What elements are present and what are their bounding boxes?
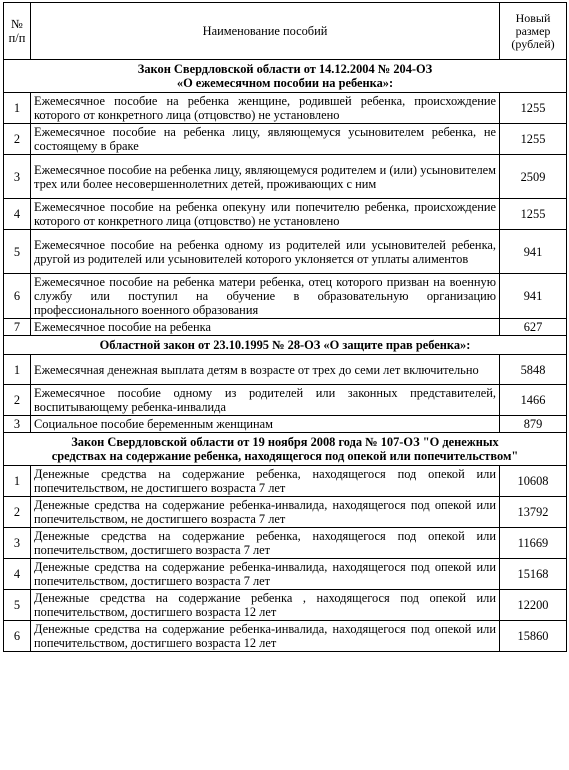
row-num: 3: [4, 528, 31, 559]
section-title: [4, 433, 567, 466]
row-num: 5: [4, 230, 31, 274]
table-row: [4, 230, 567, 274]
row-num: 1: [4, 355, 31, 385]
section-title: [4, 60, 567, 93]
row-amount: 15860: [500, 621, 567, 652]
row-name: Ежемесячное пособие на ребенка лицу, являющемуся усыновителем ребенка, не состоящему в браке: [31, 124, 500, 155]
row-amount: 12200: [500, 590, 567, 621]
table-row: [4, 274, 567, 319]
table-row: [4, 155, 567, 199]
row-name: Денежные средства на содержание ребенка, находящегося под опекой или попечительством, достигшего возраста 7 лет: [31, 528, 500, 559]
row-name: Ежемесячное пособие на ребенка одному из родителей или усыновителей ребенка, другой из родителей или усыновителей которого уклоняется от уплаты алиментов: [31, 230, 500, 274]
row-num: 1: [4, 93, 31, 124]
row-num: 4: [4, 559, 31, 590]
row-amount: 5848: [500, 355, 567, 385]
table-header-row: [4, 3, 567, 60]
table-row: [4, 124, 567, 155]
section-title-line2: «О ежемесячном пособии на ребенка»:: [176, 76, 394, 90]
row-amount: 1466: [500, 385, 567, 416]
row-name: Ежемесячное пособие на ребенка опекуну или попечителю ребенка, происхождение которого от конкретного лица (отцовство) не установлено: [31, 199, 500, 230]
row-num: 2: [4, 124, 31, 155]
row-name: Денежные средства на содержание ребенка-инвалида, находящегося под опекой или попечительством, достигшего возраста 7 лет: [31, 559, 500, 590]
header-amount: Новый размер (рублей): [500, 3, 567, 60]
row-num: 1: [4, 466, 31, 497]
row-name: Денежные средства на содержание ребенка-инвалида, находящегося под опекой или попечительством, не достигшего возраста 7 лет: [31, 497, 500, 528]
section-title-row: [4, 336, 567, 355]
row-name: Ежемесячное пособие одному из родителей или законных представителей, воспитывающему ребенка-инвалида: [31, 385, 500, 416]
row-num: 7: [4, 319, 31, 336]
row-name: Денежные средства на содержание ребенка-инвалида, находящегося под опекой или попечительством, достигшего возраста 12 лет: [31, 621, 500, 652]
row-num: 2: [4, 385, 31, 416]
row-name: Ежемесячное пособие на ребенка женщине, родившей ребенка, происхождение которого от конкретного лица (отцовство) не установлено: [31, 93, 500, 124]
section-title-line1: Закон Свердловской области от 19 ноября 2008 года № 107-ОЗ "О денежных: [71, 435, 499, 449]
row-amount: 941: [500, 230, 567, 274]
row-amount: 1255: [500, 199, 567, 230]
table-row: [4, 199, 567, 230]
row-amount: 1255: [500, 124, 567, 155]
benefits-table: [3, 2, 567, 652]
row-num: 2: [4, 497, 31, 528]
table-row: [4, 93, 567, 124]
table-row: [4, 528, 567, 559]
row-amount: 15168: [500, 559, 567, 590]
row-amount: 10608: [500, 466, 567, 497]
table-row: [4, 355, 567, 385]
row-num: 4: [4, 199, 31, 230]
row-name: Ежемесячное пособие на ребенка матери ребенка, отец которого призван на военную службу или поступил на обучение в образовательную организацию профессионального военного образования: [31, 274, 500, 319]
row-num: 6: [4, 274, 31, 319]
section-title: Областной закон от 23.10.1995 № 28-ОЗ «О защите прав ребенка»:: [4, 336, 567, 355]
row-name: Социальное пособие беременным женщинам: [31, 416, 500, 433]
section-title-row: [4, 60, 567, 93]
row-num: 5: [4, 590, 31, 621]
header-name: Наименование пособий: [31, 3, 500, 60]
row-amount: 941: [500, 274, 567, 319]
row-amount: 879: [500, 416, 567, 433]
table-row: [4, 319, 567, 336]
row-name: Ежемесячная денежная выплата детям в возрасте от трех до семи лет включительно: [31, 355, 500, 385]
table-row: [4, 559, 567, 590]
row-amount: 627: [500, 319, 567, 336]
table-row: [4, 466, 567, 497]
row-name: Денежные средства на содержание ребенка, находящегося под опекой или попечительством, не достигшего возраста 7 лет: [31, 466, 500, 497]
section-title-row: [4, 433, 567, 466]
row-amount: 2509: [500, 155, 567, 199]
row-num: 3: [4, 155, 31, 199]
row-amount: 13792: [500, 497, 567, 528]
header-num: № п/п: [4, 3, 31, 60]
row-amount: 11669: [500, 528, 567, 559]
row-name: Денежные средства на содержание ребенка , находящегося под опекой или попечительством, достигшего возраста 12 лет: [31, 590, 500, 621]
table-row: [4, 497, 567, 528]
table-row: [4, 621, 567, 652]
section-title-line1: Закон Свердловской области от 14.12.2004 № 204-ОЗ: [137, 62, 433, 76]
row-num: 6: [4, 621, 31, 652]
row-amount: 1255: [500, 93, 567, 124]
section-title-line2: средствах на содержание ребенка, находящегося под опекой или попечительством": [51, 449, 519, 463]
table-row: [4, 385, 567, 416]
row-num: 3: [4, 416, 31, 433]
row-name: Ежемесячное пособие на ребенка лицу, являющемуся родителем и (или) усыновителем трех или более несовершеннолетних детей, проживающих с ним: [31, 155, 500, 199]
table-row: [4, 590, 567, 621]
row-name: Ежемесячное пособие на ребенка: [31, 319, 500, 336]
table-row: [4, 416, 567, 433]
